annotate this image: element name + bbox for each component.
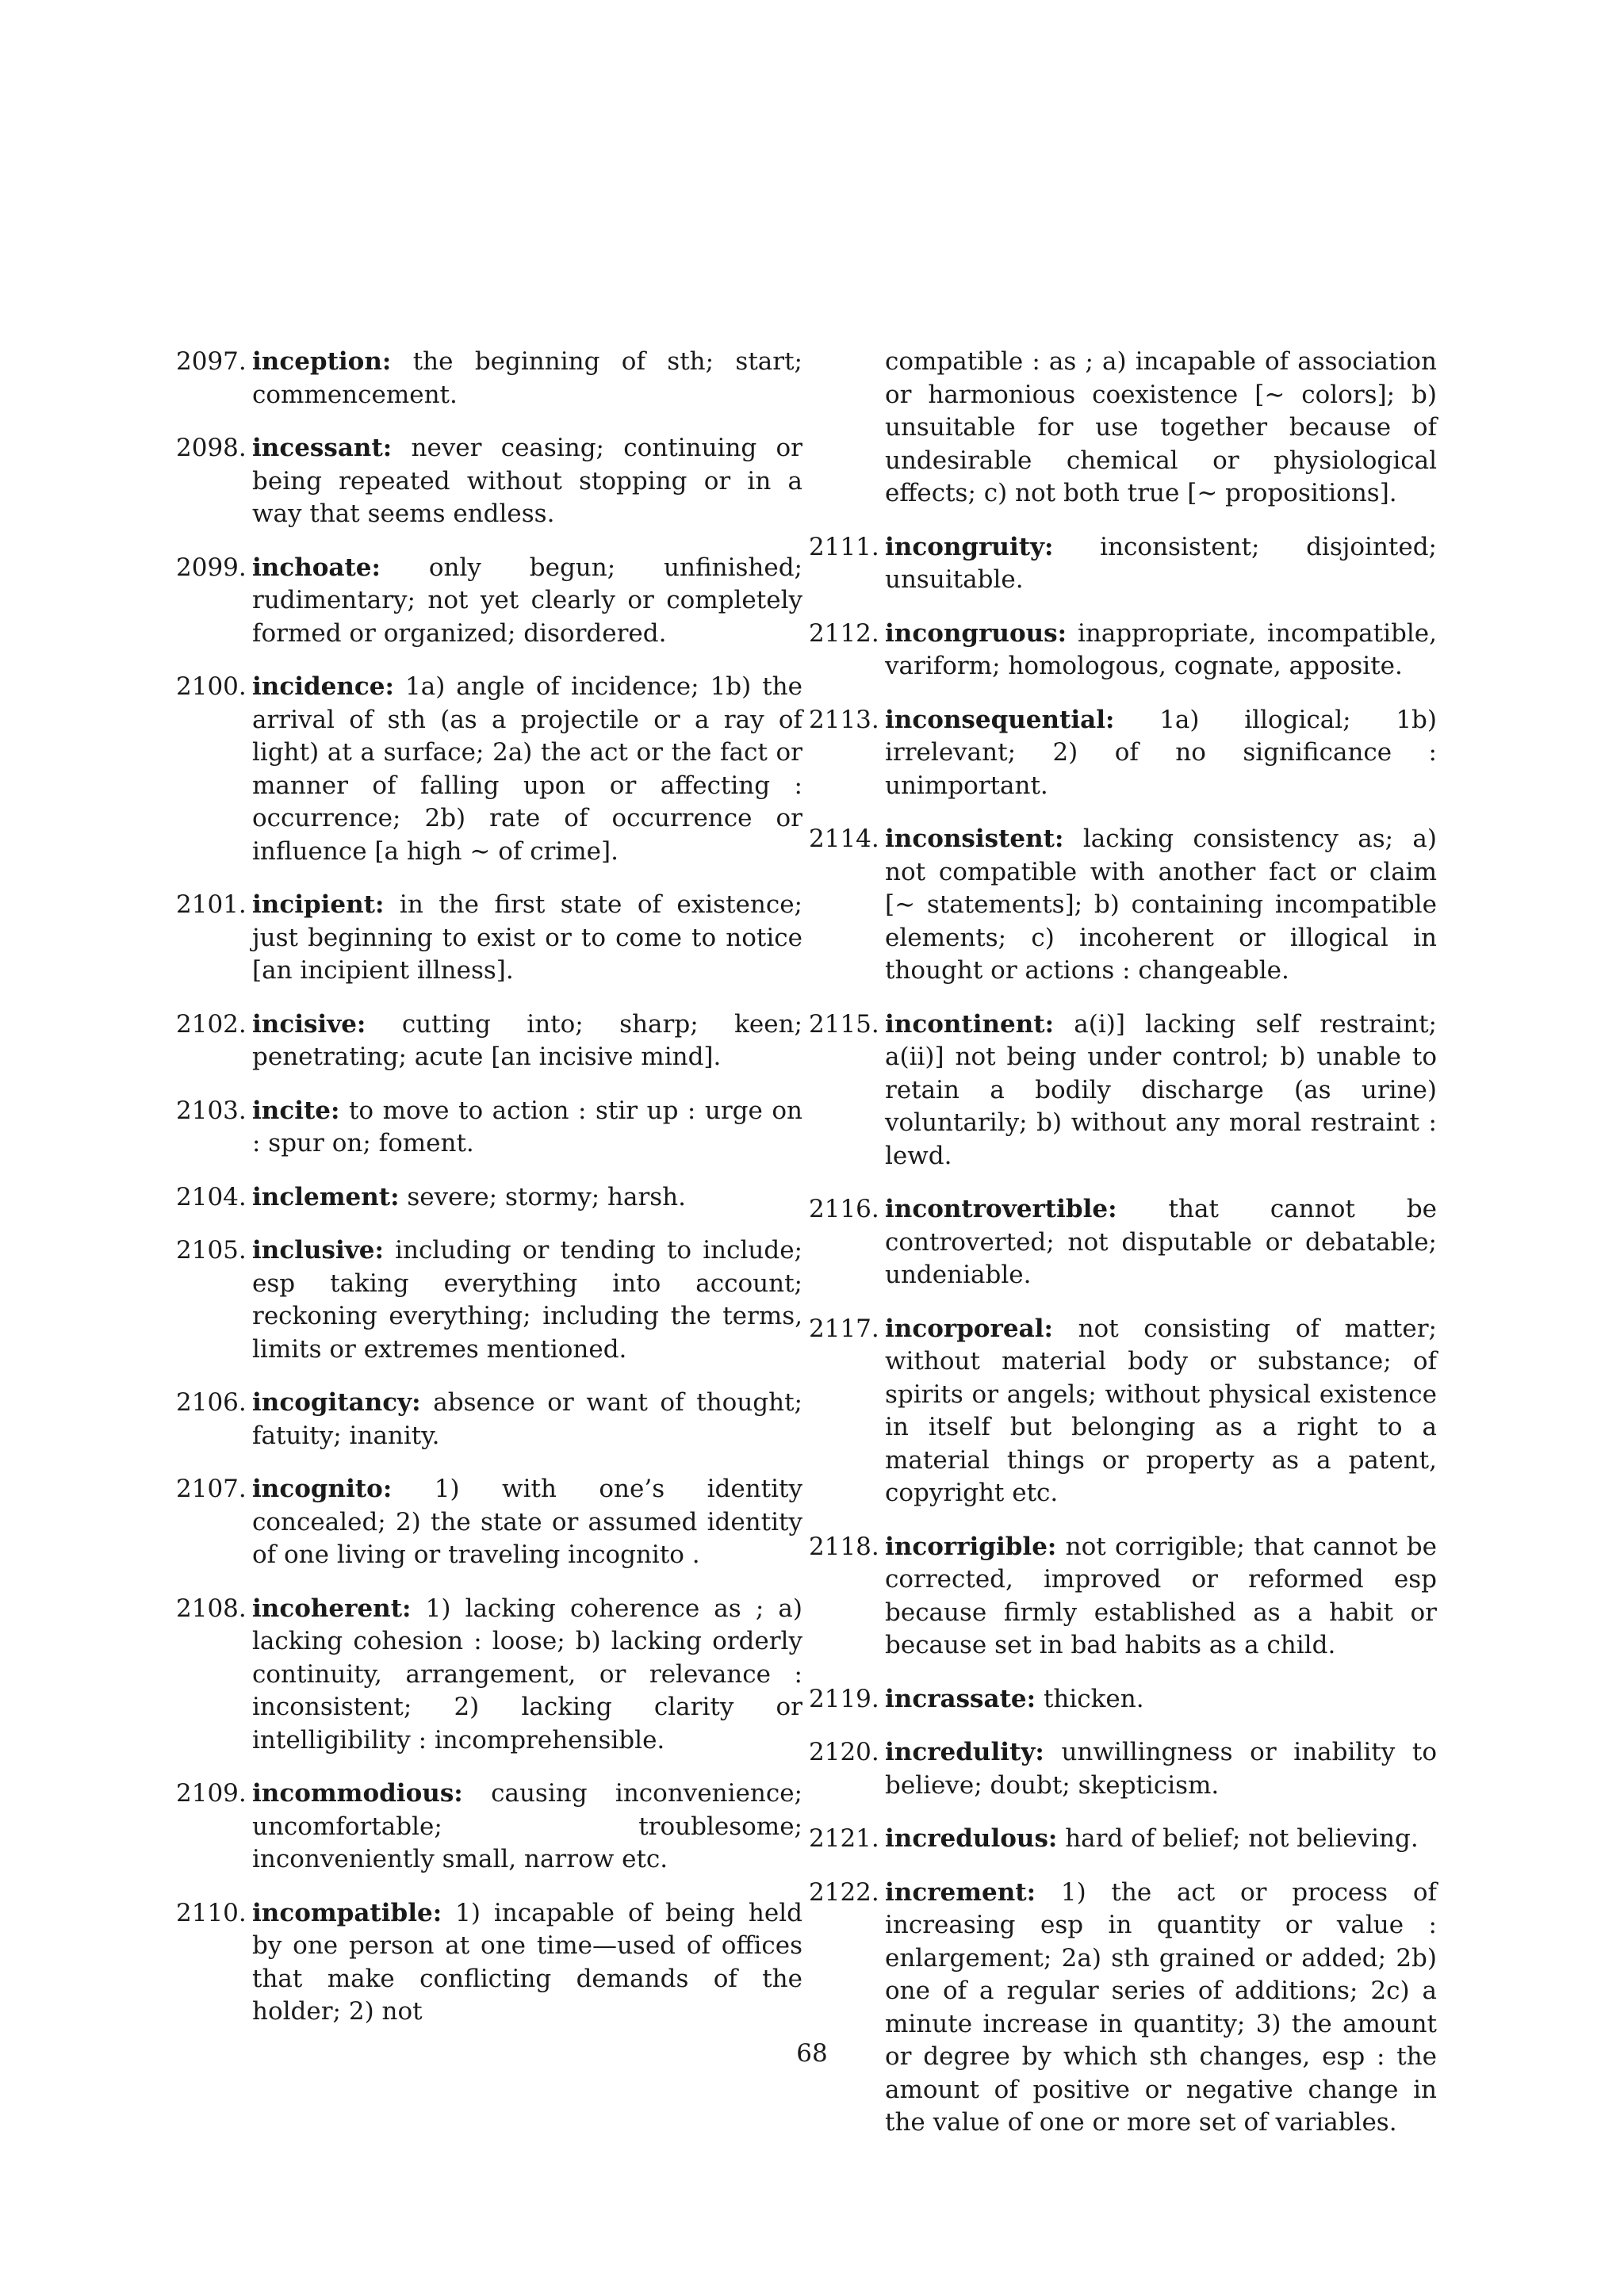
entry-definition: the beginning of sth; start; commencement. — [252, 347, 802, 409]
entry-term: incredulity: — [885, 1738, 1044, 1766]
entry-number: 2119. — [809, 1684, 879, 1713]
entry-definition: thicken. — [1043, 1684, 1144, 1713]
entry-definition: in the first state of existence; just beginning to exist or to come to notice [an incipient illness]. — [252, 890, 802, 985]
entry-definition: not corrigible; that cannot be corrected, improved or reformed esp because firmly established as a habit or because set in bad habits as a child. — [885, 1532, 1438, 1659]
entry-definition: inconsistent; disjointed; unsuitable. — [885, 532, 1438, 594]
dictionary-entry — [809, 1313, 1437, 1510]
entry-term: incrassate: — [885, 1684, 1036, 1713]
entry-number: 2099. — [176, 553, 247, 582]
entry-definition: that cannot be controverted; not disputable or debatable; undeniable. — [885, 1195, 1438, 1289]
entry-number: 2098. — [176, 434, 247, 462]
entry-definition: lacking consistency as; a) not compatible with another fact or claim [∼ statements]; b) containing incompatible elements; c) incoherent or illogical in thought or actions : changeable. — [885, 825, 1438, 985]
dictionary-entry — [809, 1008, 1437, 1173]
entry-term: inception: — [252, 347, 392, 376]
entry-number: 2100. — [176, 672, 247, 701]
dictionary-entry — [176, 889, 802, 988]
entry-number: 2103. — [176, 1096, 247, 1125]
entry-term: inchoate: — [252, 553, 381, 582]
entry-definition: 1) lacking coherence as ; a) lacking cohesion : loose; b) lacking orderly continuity, arrangement, or relevance : inconsistent; 2) lacking clarity or intelligibility : incomprehensible. — [252, 1594, 802, 1755]
dictionary-entry — [176, 1234, 802, 1366]
entry-definition: only begun; unfinished; rudimentary; not yet clearly or completely formed or organized; disordered. — [252, 553, 803, 648]
dictionary-entry — [809, 1531, 1437, 1663]
entry-number: 2097. — [176, 347, 247, 376]
entry-number: 2112. — [809, 618, 879, 648]
entry-number: 2102. — [176, 1009, 247, 1039]
entry-number: 2101. — [176, 890, 247, 919]
dictionary-entry — [176, 1897, 802, 2029]
dictionary-entry — [809, 704, 1437, 803]
entry-term: inconsistent: — [885, 825, 1064, 853]
entry-term: increment: — [885, 1877, 1036, 1907]
entry-number: 2120. — [809, 1738, 879, 1766]
left-column — [176, 346, 802, 2049]
entry-number: 2114. — [809, 825, 879, 853]
entry-term: inconsequential: — [885, 705, 1115, 734]
dictionary-entry — [176, 346, 802, 411]
entry-term: incidence: — [252, 672, 394, 701]
entry-term: incommodious: — [252, 1779, 463, 1808]
entry-definition: not consisting of matter; without material body or substance; of spirits or angels; without physical existence in itself but belonging as a right to a material things or property as a patent, copyright etc. — [885, 1314, 1437, 1507]
entry-term: incongruity: — [885, 532, 1054, 561]
entry-number: 2116. — [809, 1195, 879, 1223]
entry-definition: inappropriate, incompatible, variform; homologous, cognate, apposite. — [885, 618, 1437, 680]
page-number: 68 — [796, 2039, 828, 2068]
entry-definition: absence or want of thought; fatuity; inanity. — [252, 1388, 802, 1450]
entry-number: 2113. — [809, 705, 879, 734]
entry-number: 2107. — [176, 1475, 247, 1503]
entry-number: 2115. — [809, 1009, 879, 1039]
dictionary-entry — [176, 1008, 802, 1074]
dictionary-entry — [176, 552, 802, 651]
dictionary-entry — [176, 1181, 802, 1215]
entry-term: inclusive: — [252, 1236, 384, 1265]
entry-definition: 1a) angle of incidence; 1b) the arrival of sth (as a projectile or a ray of light) at a surface; 2a) the act or the fact or manner of falling upon or affecting : occurrence; 2b) rate of occurrence or influence [a high ∼ of crime]. — [252, 672, 802, 866]
entry-term: incite: — [252, 1096, 340, 1125]
entry-term: incisive: — [252, 1009, 366, 1039]
entry-term: incoherent: — [252, 1594, 412, 1623]
entry-term: incongruous: — [885, 618, 1067, 648]
dictionary-entry — [809, 1877, 1437, 2140]
entry-definition: severe; stormy; harsh. — [407, 1182, 687, 1211]
entry-term: incompatible: — [252, 1898, 442, 1927]
entry-definition: cutting into; sharp; keen; penetrating; acute [an incisive mind]. — [252, 1009, 802, 1071]
dictionary-entry — [809, 531, 1437, 597]
entry-definition: to move to action : stir up : urge on : spur on; foment. — [252, 1096, 802, 1158]
dictionary-entry — [809, 1736, 1437, 1802]
entry-definition: 1) incapable of being held by one person at one time—used of offices that make conflicting demands of the holder; 2) not — [252, 1898, 802, 2026]
entry-definition: 1) the act or process of increasing esp in quantity or value : enlargement; 2a) sth grained or added; 2b) one of a regular series of additions; 2c) a minute increase in quantity; 3) the amount or degree by which sth changes, esp : the amount of positive or negative change in the value of one or more set of variables. — [885, 1877, 1437, 2137]
entry-number: 2118. — [809, 1532, 879, 1561]
entry-definition: causing inconvenience; uncomfortable; troublesome; inconveniently small, narrow etc. — [252, 1779, 803, 1873]
entry-number: 2105. — [176, 1236, 247, 1265]
entry-continuation: compatible : as ; a) incapable of association or harmonious coexistence [∼ colors]; b) unsuitable for use together because of undesirable chemical or physiological effects; c) not both true [∼ propositions]. — [885, 347, 1437, 507]
dictionary-entry — [176, 432, 802, 531]
entry-number: 2104. — [176, 1182, 247, 1211]
entry-definition: 1) with one’s identity concealed; 2) the state or assumed identity of one living or traveling incognito . — [252, 1475, 802, 1569]
dictionary-entry — [809, 1823, 1437, 1856]
entry-term: incipient: — [252, 890, 385, 919]
entry-term: incogitancy: — [252, 1388, 421, 1417]
dictionary-entry — [809, 823, 1437, 988]
entry-term: incorrigible: — [885, 1532, 1057, 1561]
entry-number: 2109. — [176, 1779, 247, 1808]
right-column — [809, 346, 1437, 2160]
dictionary-entry — [176, 1777, 802, 1877]
entry-term: incorporeal: — [885, 1314, 1053, 1343]
entry-number: 2121. — [809, 1824, 879, 1853]
entry-term: incontinent: — [885, 1009, 1055, 1039]
entry-definition: hard of belief; not believing. — [1065, 1824, 1419, 1853]
entry-term: incredulous: — [885, 1824, 1058, 1853]
entry-definition: unwillingness or inability to believe; doubt; skepticism. — [885, 1738, 1437, 1800]
entry-definition: never ceasing; continuing or being repeated without stopping or in a way that seems endless. — [252, 434, 802, 528]
entry-number: 2110. — [176, 1898, 247, 1927]
dictionary-entry — [809, 1193, 1437, 1292]
dictionary-entry — [176, 1473, 802, 1572]
dictionary-entry — [809, 1683, 1437, 1716]
entry-number: 2106. — [176, 1388, 247, 1417]
entry-number: 2108. — [176, 1594, 247, 1623]
dictionary-entry — [176, 1387, 802, 1452]
entry-number: 2122. — [809, 1877, 879, 1907]
dictionary-entry — [176, 1095, 802, 1161]
entry-term: incessant: — [252, 434, 393, 462]
dictionary-entry — [176, 671, 802, 868]
entry-number: 2111. — [809, 532, 879, 561]
entry-term: inclement: — [252, 1182, 400, 1211]
entry-term: incontrovertible: — [885, 1195, 1117, 1223]
entry-number: 2117. — [809, 1314, 879, 1343]
dictionary-entry — [809, 618, 1437, 683]
entry-definition: a(i)] lacking self restraint; a(ii)] not being under control; b) unable to retain a bodily discharge (as urine) voluntarily; b) without any moral restraint : lewd. — [885, 1009, 1438, 1170]
entry-definition: including or tending to include; esp taking everything into account; reckoning everything; including the terms, limits or extremes mentioned. — [252, 1236, 802, 1364]
entry-definition: 1a) illogical; 1b) irrelevant; 2) of no significance : unimportant. — [885, 705, 1437, 800]
dictionary-entry — [176, 1593, 802, 1758]
entry-term: incognito: — [252, 1475, 393, 1503]
